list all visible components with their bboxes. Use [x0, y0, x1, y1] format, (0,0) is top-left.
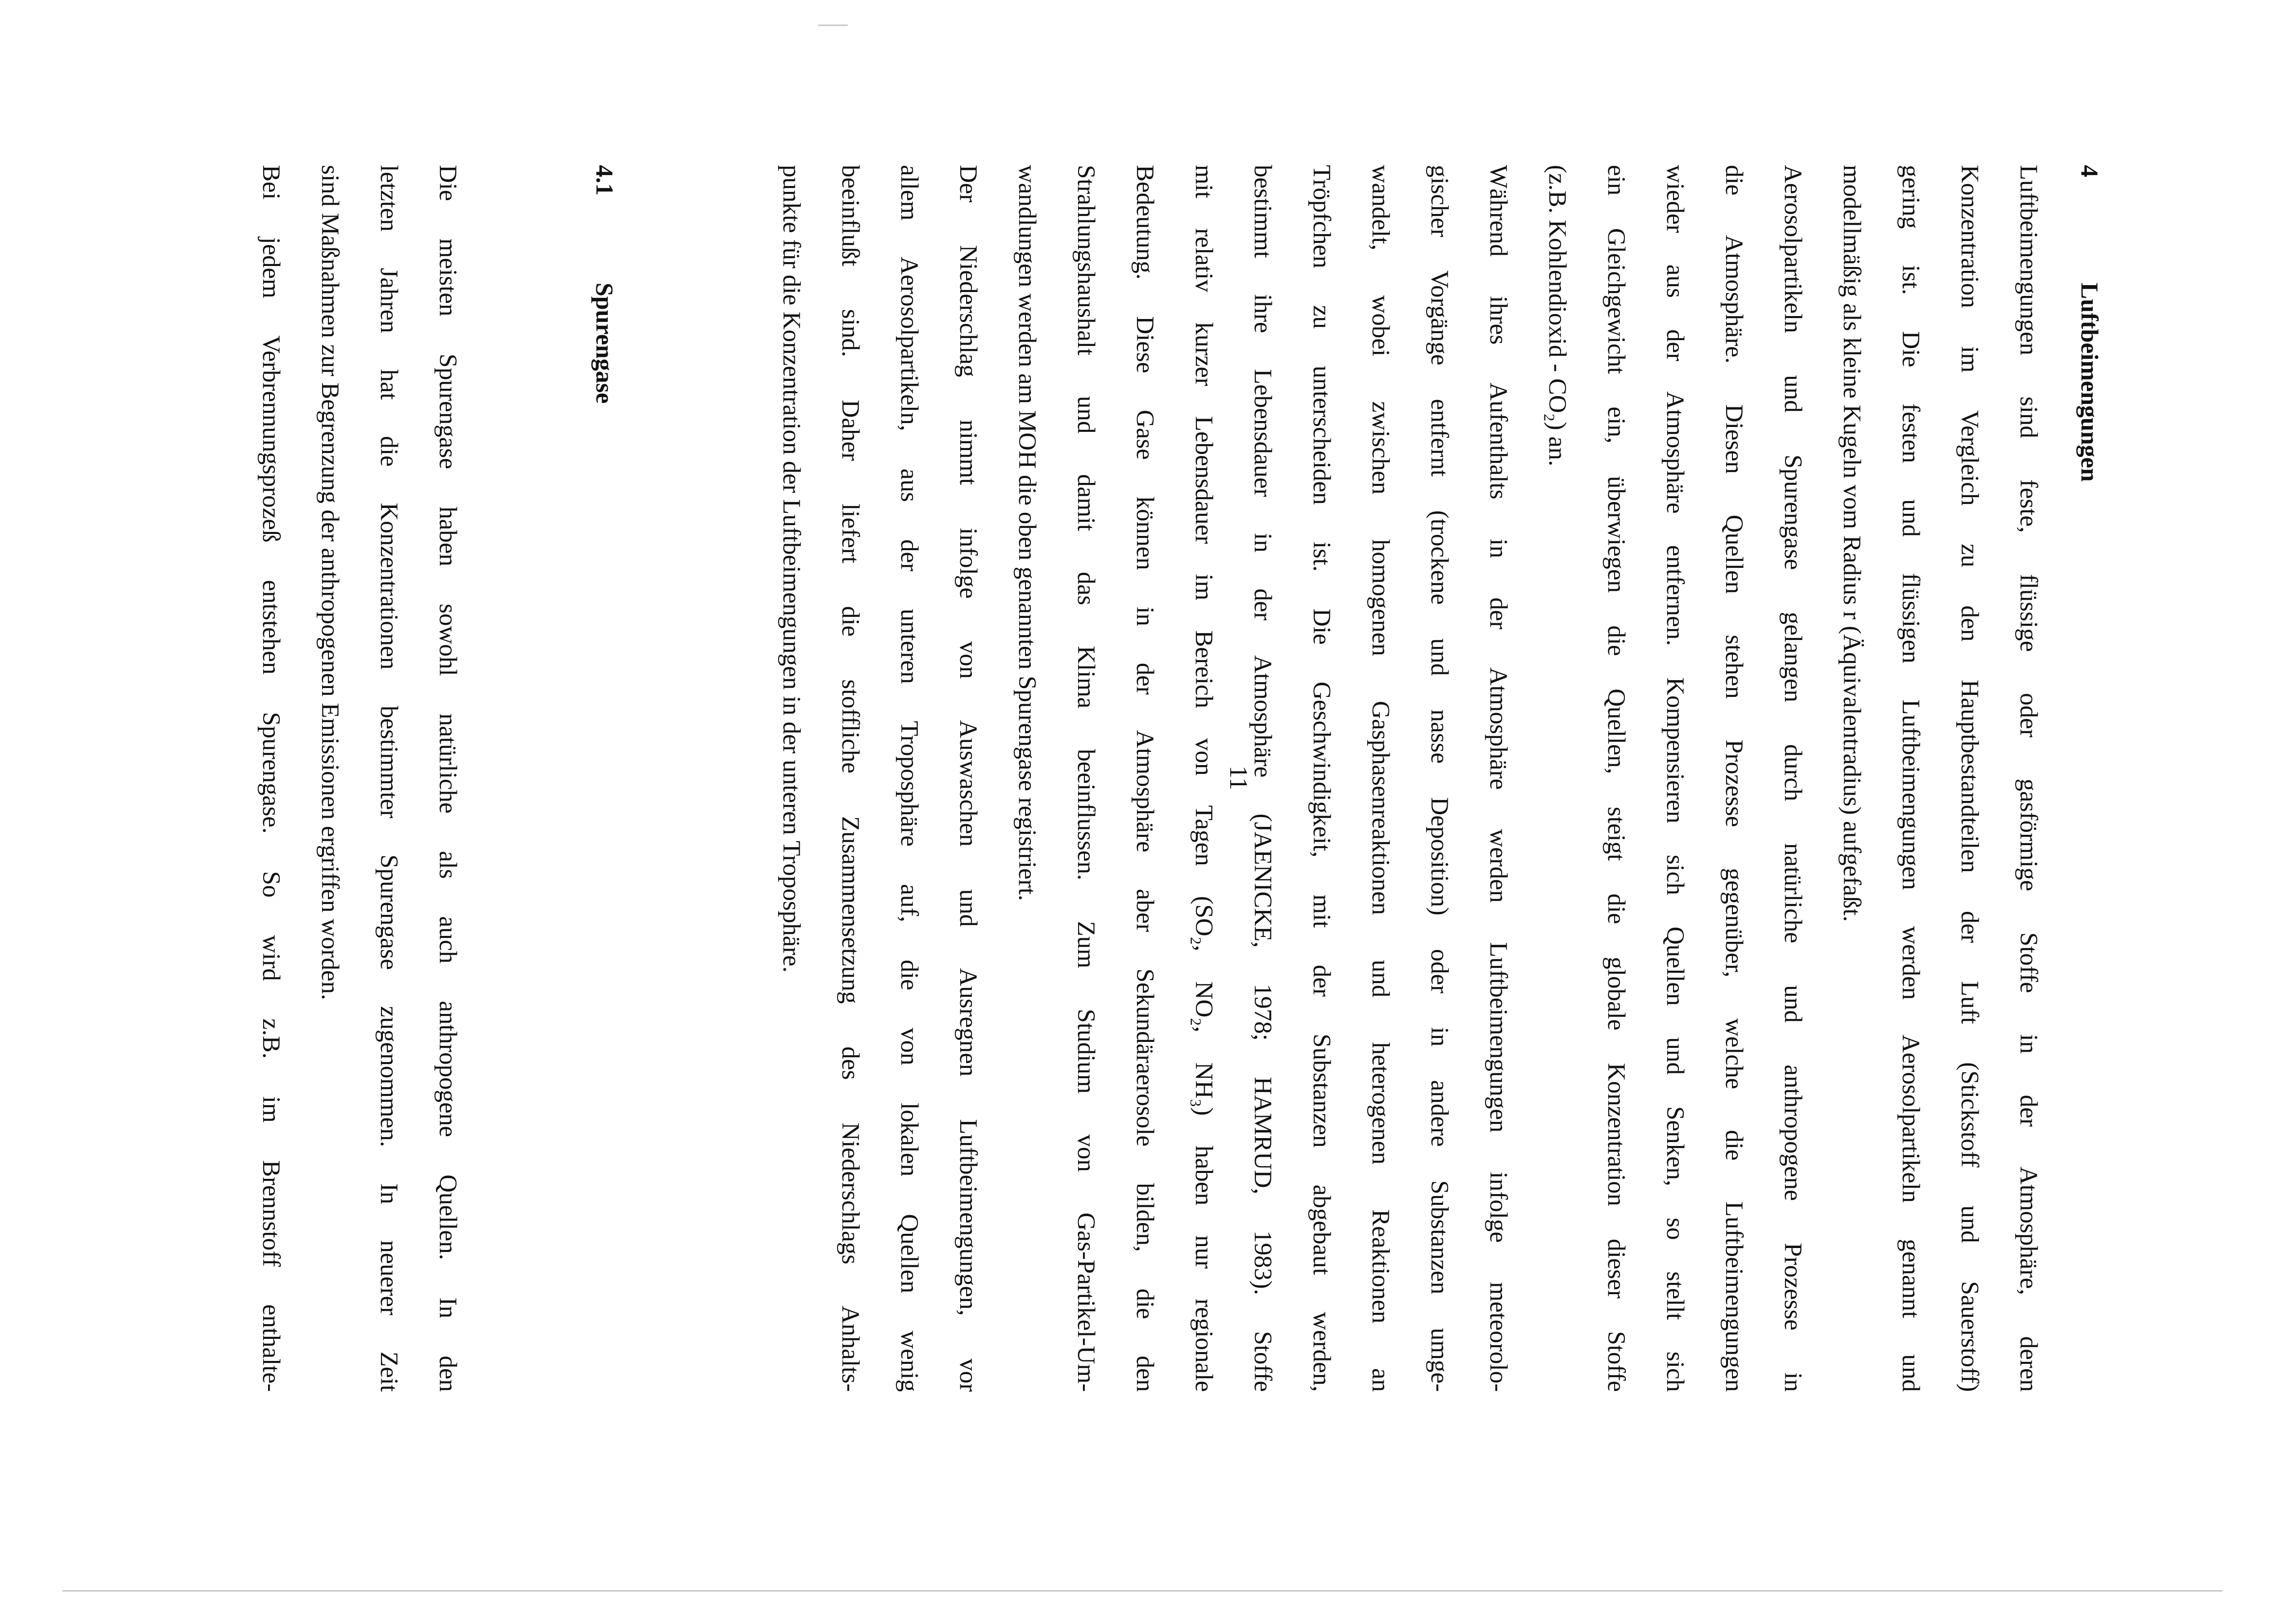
text-line: allem Aerosolpartikeln, aus der unteren Troposphäre auf, die von lokalen Quellen wenig — [895, 165, 923, 1392]
paragraph-precipitation — [762, 165, 998, 1392]
text-line: Konzentration im Vergleich zu den Hauptbestandteilen der Luft (Stickstoff und Sauerstoff) — [1956, 165, 1983, 1392]
text-line: ein Gleichgewicht ein, überwiegen die Quellen, steigt die globale Konzentration dieser Stoffe — [1602, 165, 1630, 1392]
text-line: beeinflußt sind. Daher liefert die stoffliche Zusammensetzung des Niederschlags Anhalts- — [837, 165, 864, 1392]
text-line: Luftbeimengungen sind feste, flüssige oder gasförmige Stoffe in der Atmosphäre, deren — [2015, 165, 2042, 1392]
text-line: wieder aus der Atmosphäre entfernen. Kompensieren sich Quellen und Senken, so stellt sich — [1661, 165, 1689, 1392]
section-title: Spurengase — [591, 283, 619, 404]
text-line: bestimmt ihre Lebensdauer in der Atmosphäre (JAENICKE, 1978; HAMRUD, 1983). Stoffe — [1249, 165, 1276, 1392]
scan-edge-mark — [818, 25, 848, 26]
text-line: Der Niederschlag nimmt infolge von Auswaschen und Ausregnen Luftbeimengungen, vor — [954, 165, 982, 1392]
text-line: (z.B. Kohlendioxid - CO₂) an. — [1543, 165, 1571, 467]
text-line: letzten Jahren hat die Konzentrationen bestimmter Spurengase zugenommen. In neuerer Zeit — [375, 165, 403, 1392]
text-line: wandlungen werden am MOH die oben genannten Spurengase registriert. — [1013, 165, 1041, 901]
text-line: modellmäßig als kleine Kugeln vom Radius r (Äquivalentradius) aufgefaßt. — [1838, 165, 1865, 922]
text-line: Strahlungshaushalt und damit das Klima beeinflussen. Zum Studium von Gas-Partikel-Um- — [1072, 165, 1100, 1392]
paragraph-trace-gases — [242, 165, 477, 1392]
text-line: sind Maßnahmen zur Begrenzung der anthropogenen Emissionen ergriffen worden. — [316, 165, 344, 1000]
text-line: Bei jedem Verbrennungsprozeß entstehen Spurengase. So wird z.B. im Brennstoff enthalte- — [257, 165, 285, 1392]
paragraph-definition — [1528, 165, 2058, 1392]
text-line: Tröpfchen zu unterscheiden ist. Die Geschwindigkeit, mit der Substanzen abgebaut werden, — [1308, 165, 1335, 1392]
text-line: Bedeutung. Diese Gase können in der Atmosphäre aber Sekundäraerosole bilden, die den — [1131, 165, 1159, 1392]
scan-edge-mark — [62, 1590, 2222, 1592]
chapter-title: Luftbeimengungen — [2076, 283, 2104, 482]
text-line: Aerosolpartikeln und Spurengase gelangen durch natürliche und anthropogene Prozesse in — [1779, 165, 1807, 1392]
text-line: mit relativ kurzer Lebensdauer im Bereich von Tagen (SO₂, NO₂, NH₃) haben nur regionale — [1190, 165, 1217, 1392]
text-line: punkte für die Konzentration der Luftbeimengungen in der unteren Troposphäre. — [778, 165, 805, 973]
section-number: 4.1 — [591, 165, 619, 196]
text-line: gischer Vorgänge entfernt (trockene und nasse Deposition) oder in andere Substanzen umge- — [1426, 165, 1453, 1392]
text-line: die Atmosphäre. Diesen Quellen stehen Prozesse gegenüber, welche die Luftbeimengungen — [1720, 165, 1748, 1392]
text-line: gering ist. Die festen und flüssigen Luftbeimengungen werden Aerosolpartikeln genannt und — [1897, 165, 1924, 1392]
page-number: 11 — [1224, 766, 1252, 791]
chapter-number: 4 — [2076, 165, 2104, 177]
text-line: Die meisten Spurengase haben sowohl natürliche als auch anthropogene Quellen. In den — [434, 165, 461, 1392]
text-line: wandelt, wobei zwischen homogenen Gasphasenreaktionen und heterogenen Reaktionen an — [1367, 165, 1394, 1392]
paragraph-conversion — [998, 165, 1528, 1392]
text-line: Während ihres Aufenthalts in der Atmosphäre werden Luftbeimengungen infolge meteorolo- — [1485, 165, 1512, 1392]
